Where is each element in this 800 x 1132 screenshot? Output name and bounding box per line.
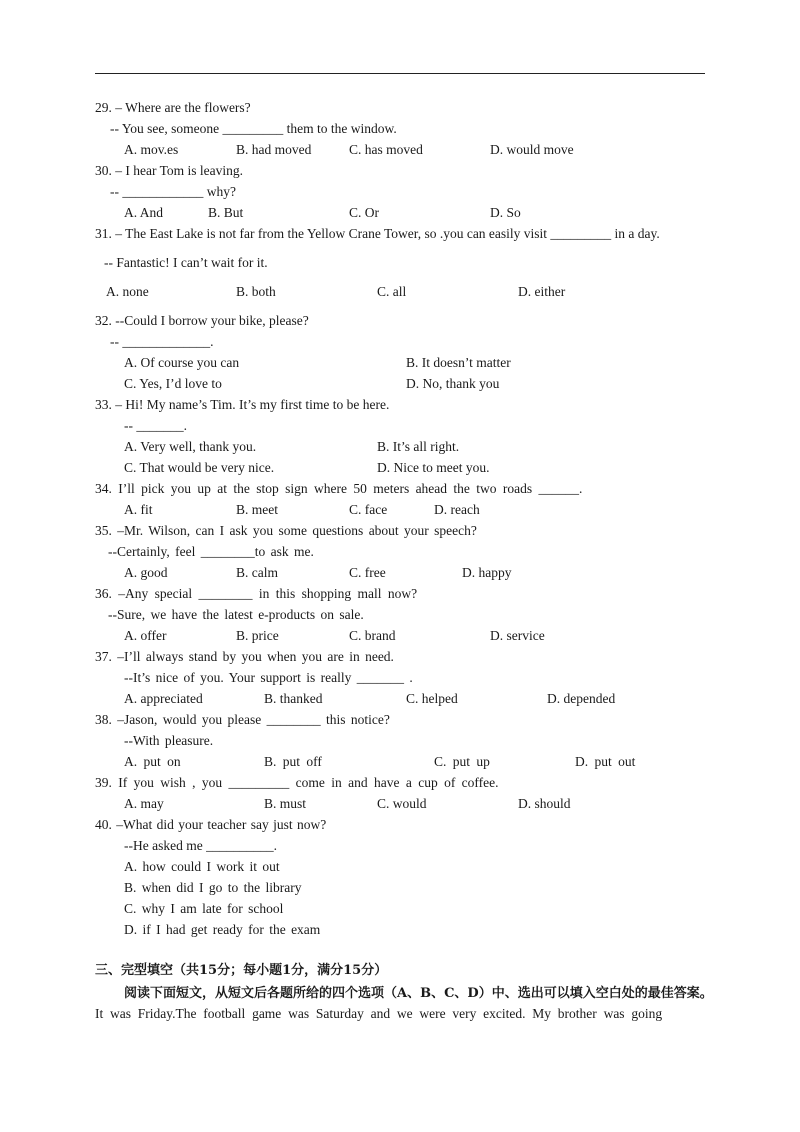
question-37-option-d[interactable]: D. depended (547, 691, 616, 706)
question-35-option-c[interactable]: C. free (349, 565, 386, 580)
question-39-option-c[interactable]: C. would (377, 796, 427, 811)
question-29-option-a[interactable]: A. mov.es (124, 142, 179, 157)
question-34-option-a[interactable]: A. fit (124, 502, 153, 517)
question-31-reply: -- Fantastic! I can’t wait for it. (104, 255, 268, 270)
header-rule (95, 73, 705, 74)
question-38-reply: --With pleasure. (124, 733, 214, 748)
question-33-stem: 33. – Hi! My name’s Tim. It’s my first time to be here. (95, 397, 390, 412)
question-38-option-d[interactable]: D. put out (575, 754, 636, 769)
question-30-option-c[interactable]: C. Or (349, 205, 379, 220)
question-30-option-b[interactable]: B. But (208, 205, 244, 220)
question-35-option-a[interactable]: A. good (124, 565, 168, 580)
question-31-stem: 31. – The East Lake is not far from the Yellow Crane Tower, so .you can easily visit _________ in a day. (95, 226, 660, 241)
question-37-reply: --It’s nice of you. Your support is really _______ . (124, 670, 413, 685)
question-34-option-b[interactable]: B. meet (236, 502, 278, 517)
question-39-option-a[interactable]: A. may (124, 796, 164, 811)
question-33-option-d[interactable]: D. Nice to meet you. (377, 460, 490, 475)
question-29-option-d[interactable]: D. would move (490, 142, 574, 157)
question-37-stem: 37. –I’ll always stand by you when you are in need. (95, 649, 394, 664)
question-40-reply: --He asked me __________. (124, 838, 277, 853)
question-34-stem: 34. I’ll pick you up at the stop sign where 50 meters ahead the two roads ______. (95, 481, 583, 496)
question-37-option-a[interactable]: A. appreciated (124, 691, 203, 706)
question-32-option-c[interactable]: C. Yes, I’d love to (124, 376, 222, 391)
question-32-option-a[interactable]: A. Of course you can (124, 355, 240, 370)
passage-first-line: It was Friday.The football game was Saturday and we were very excited. My brother was going (95, 1006, 663, 1021)
question-36-reply: --Sure, we have the latest e-products on sale. (108, 607, 364, 622)
question-30-reply: -- ____________ why? (110, 184, 236, 199)
question-37-option-c[interactable]: C. helped (406, 691, 458, 706)
question-35-option-b[interactable]: B. calm (236, 565, 278, 580)
question-39-option-d[interactable]: D. should (518, 796, 571, 811)
question-39-option-b[interactable]: B. must (264, 796, 307, 811)
question-36-option-b[interactable]: B. price (236, 628, 279, 643)
question-29-reply: -- You see, someone _________ them to the window. (110, 121, 397, 136)
question-36-option-d[interactable]: D. service (490, 628, 545, 643)
question-31-option-d[interactable]: D. either (518, 284, 566, 299)
section-heading: 三、完型填空（共15分；每小题1分，满分15分） (95, 963, 388, 978)
question-36-option-a[interactable]: A. offer (124, 628, 167, 643)
question-38-option-c[interactable]: C. put up (434, 754, 490, 769)
question-40-stem: 40. –What did your teacher say just now? (95, 817, 327, 832)
question-39-stem: 39. If you wish , you _________ come in and have a cup of coffee. (95, 775, 499, 790)
question-29-option-c[interactable]: C. has moved (349, 142, 423, 157)
question-33-reply: -- _______. (124, 418, 187, 433)
question-32-reply: -- _____________. (110, 334, 214, 349)
question-31-option-a[interactable]: A. none (106, 284, 149, 299)
question-32-option-d[interactable]: D. No, thank you (406, 376, 500, 391)
question-38-stem: 38. –Jason, would you please ________ this notice? (95, 712, 390, 727)
question-36-option-c[interactable]: C. brand (349, 628, 396, 643)
question-33-option-b[interactable]: B. It’s all right. (377, 439, 460, 454)
question-29-stem: 29. – Where are the flowers? (95, 100, 251, 115)
question-38-option-b[interactable]: B. put off (264, 754, 322, 769)
question-34-option-d[interactable]: D. reach (434, 502, 480, 517)
question-30-stem: 30. – I hear Tom is leaving. (95, 163, 244, 178)
question-37-option-b[interactable]: B. thanked (264, 691, 323, 706)
question-29-option-b[interactable]: B. had moved (236, 142, 312, 157)
question-40-option-a[interactable]: A. how could I work it out (124, 859, 280, 874)
question-36-stem: 36. –Any special ________ in this shopping mall now? (95, 586, 418, 601)
question-35-stem: 35. –Mr. Wilson, can I ask you some questions about your speech? (95, 523, 477, 538)
question-40-option-b[interactable]: B. when did I go to the library (124, 880, 302, 895)
section-instruction: 阅读下面短文，从短文后各题所给的四个选项（A、B、C、D）中、选出可以填入空白处的最佳答案。 (124, 986, 713, 1001)
question-33-option-c[interactable]: C. That would be very nice. (124, 460, 275, 475)
question-30-option-a[interactable]: A. And (124, 205, 164, 220)
question-32-option-b[interactable]: B. It doesn’t matter (406, 355, 511, 370)
question-30-option-d[interactable]: D. So (490, 205, 521, 220)
question-35-reply: --Certainly, feel ________to ask me. (108, 544, 314, 559)
question-31-option-c[interactable]: C. all (377, 284, 407, 299)
question-31-option-b[interactable]: B. both (236, 284, 276, 299)
question-40-option-c[interactable]: C. why I am late for school (124, 901, 284, 916)
question-35-option-d[interactable]: D. happy (462, 565, 512, 580)
question-38-option-a[interactable]: A. put on (124, 754, 181, 769)
question-34-option-c[interactable]: C. face (349, 502, 388, 517)
question-32-stem: 32. --Could I borrow your bike, please? (95, 313, 309, 328)
question-33-option-a[interactable]: A. Very well, thank you. (124, 439, 257, 454)
question-40-option-d[interactable]: D. if I had get ready for the exam (124, 922, 321, 937)
